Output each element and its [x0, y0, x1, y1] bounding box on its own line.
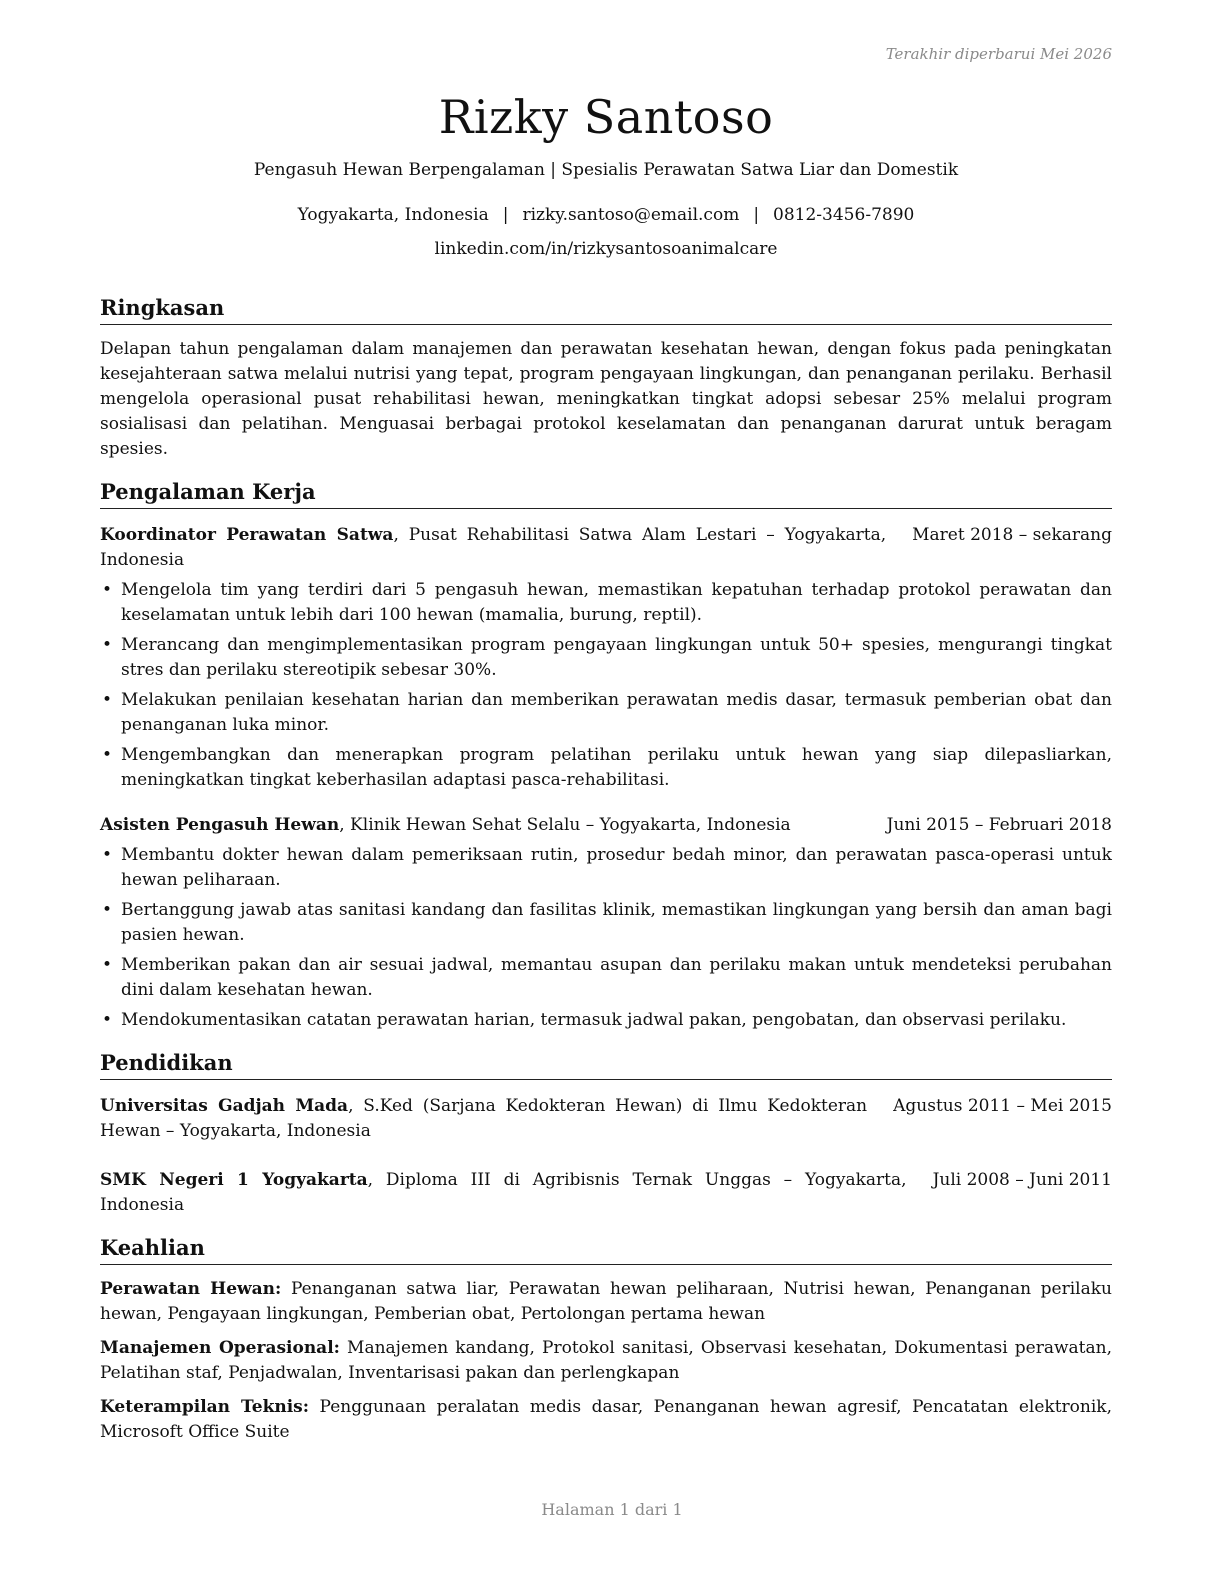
candidate-name: Rizky Santoso: [438, 90, 774, 144]
job-bullet: [100, 578, 1112, 628]
job-bullet-text: Mengembangkan dan menerapkan program pelatihan perilaku untuk hewan yang siap dilepasliarkan, meningkatkan tingkat keberhasilan adaptasi pasca-rehabilitasi.: [121, 745, 1112, 790]
job-organization: , Klinik Hewan Sehat Selalu – Yogyakarta, Indonesia: [339, 815, 791, 835]
school-name: SMK Negeri 1 Yogyakarta: [100, 1170, 368, 1190]
job-header: [100, 813, 1112, 838]
page-number: Halaman 1 dari 1: [541, 1500, 683, 1519]
job-header: [100, 523, 1112, 573]
bullet-glyph: •: [102, 900, 113, 920]
job-role: Asisten Pengasuh Hewan: [100, 815, 340, 835]
tagline: Pengasuh Hewan Berpengalaman | Spesialis Perawatan Satwa Liar dan Domestik: [253, 160, 959, 180]
education-section: [100, 1049, 1112, 1218]
skill-group-label: Perawatan Hewan:: [100, 1279, 282, 1299]
job-title-line: [100, 523, 912, 573]
skill-group: [100, 1277, 1112, 1327]
bullet-glyph: •: [102, 690, 113, 710]
job-bullet: [100, 743, 1112, 793]
job-bullet-text: Membantu dokter hewan dalam pemeriksaan rutin, prosedur bedah minor, dan perawatan pasca-operasi untuk hewan peliharaan.: [121, 845, 1112, 890]
section-title-experience: Pengalaman Kerja: [100, 478, 1112, 509]
skill-group-text: Penanganan satwa liar, Perawatan hewan peliharaan, Nutrisi hewan, Penanganan perilaku hewan, Pengayaan lingkungan, Pemberian obat, Pertolongan pertama hewan: [100, 1279, 1113, 1324]
education-header: [100, 1168, 1112, 1218]
section-title-summary: Ringkasan: [100, 294, 1112, 325]
job-bullet-text: Bertanggung jawab atas sanitasi kandang dan fasilitas klinik, memastikan lingkungan yang bersih dan aman bagi pasien hewan.: [121, 900, 1112, 945]
job-title-line: [100, 813, 887, 838]
job-bullet: [100, 1008, 1112, 1033]
job-bullet-text: Merancang dan mengimplementasikan program pengayaan lingkungan untuk 50+ spesies, mengurangi tingkat stres dan perilaku stereotipik sebesar 30%.: [121, 635, 1112, 680]
skill-group-text: Penggunaan peralatan medis dasar, Penanganan hewan agresif, Pencatatan elektronik, Microsoft Office Suite: [100, 1397, 1112, 1442]
job-entry: [100, 813, 1112, 1033]
job-bullet-text: Memberikan pakan dan air sesuai jadwal, memantau asupan dan perilaku makan untuk mendeteksi perubahan dini dalam kesehatan hewan.: [121, 955, 1112, 1000]
job-bullet: [100, 688, 1112, 738]
school-name: Universitas Gadjah Mada: [100, 1096, 349, 1116]
job-entry: [100, 523, 1112, 793]
job-bullet-text: Mendokumentasikan catatan perawatan harian, termasuk jadwal pakan, pengobatan, dan observasi perilaku.: [121, 1010, 1067, 1030]
bullet-glyph: •: [102, 635, 113, 655]
section-title-education: Pendidikan: [100, 1049, 1112, 1080]
phone-text: 0812-3456-7890: [773, 205, 915, 225]
job-organization: , Pusat Rehabilitasi Satwa Alam Lestari – Yogyakarta, Indonesia: [100, 525, 887, 570]
skills-section: [100, 1234, 1112, 1445]
job-bullets: [100, 578, 1112, 793]
bullet-glyph: •: [102, 580, 113, 600]
section-title-skills: Keahlian: [100, 1234, 1112, 1265]
skill-group-label: Keterampilan Teknis:: [100, 1397, 310, 1417]
education-line: [100, 1094, 893, 1144]
bullet-glyph: •: [102, 955, 113, 975]
linkedin-link[interactable]: linkedin.com/in/rizkysantosoanimalcare: [434, 239, 778, 259]
bullet-glyph: •: [102, 845, 113, 865]
job-role: Koordinator Perawatan Satwa: [100, 525, 394, 545]
bullet-glyph: •: [102, 1010, 113, 1030]
email-link[interactable]: rizky.santoso@email.com: [522, 205, 740, 225]
summary-text: Delapan tahun pengalaman dalam manajemen dan perawatan kesehatan hewan, dengan fokus pada peningkatan kesejahteraan satwa melalui nutrisi yang tepat, program pengayaan lingkungan, dan penanganan perilaku. Berhasil mengelola operasional pusat rehabilitasi hewan, meningkatkan tingkat adopsi sebesar 25% melalui program sosialisasi dan pelatihan. Menguasai berbagai protokol keselamatan dan penanganan darurat untuk beragam spesies.: [100, 339, 1112, 459]
education-line: [100, 1168, 933, 1218]
job-bullets: [100, 843, 1112, 1033]
skill-group: [100, 1395, 1112, 1445]
education-date: Agustus 2011 – Mei 2015: [893, 1096, 1112, 1116]
skill-group-label: Manajemen Operasional:: [100, 1338, 340, 1358]
skill-group-text: Manajemen kandang, Protokol sanitasi, Observasi kesehatan, Dokumentasi perawatan, Pelatihan staf, Penjadwalan, Inventarisasi pakan dan perlengkapan: [100, 1338, 1112, 1383]
contact-separator: |: [753, 205, 760, 225]
bullet-glyph: •: [102, 745, 113, 765]
summary-section: [100, 294, 1112, 462]
job-bullet: [100, 898, 1112, 948]
education-entry: [100, 1168, 1112, 1218]
degree-detail: , S.Ked (Sarjana Kedokteran Hewan) di Ilmu Kedokteran Hewan – Yogyakarta, Indonesia: [100, 1096, 868, 1141]
job-bullet: [100, 953, 1112, 1003]
job-bullet: [100, 633, 1112, 683]
contact-line: [100, 198, 1112, 232]
job-bullet-text: Melakukan penilaian kesehatan harian dan memberikan perawatan medis dasar, termasuk pemberian obat dan penanganan luka minor.: [121, 690, 1112, 735]
experience-section: [100, 478, 1112, 1033]
education-date: Juli 2008 – Juni 2011: [932, 1170, 1112, 1190]
job-bullet: [100, 843, 1112, 893]
job-bullet-text: Mengelola tim yang terdiri dari 5 pengasuh hewan, memastikan kepatuhan terhadap protokol perawatan dan keselamatan untuk lebih dari 100 hewan (mamalia, burung, reptil).: [121, 580, 1112, 625]
job-date: Maret 2018 – sekarang: [912, 525, 1112, 545]
last-updated-note: Terakhir diperbarui Mei 2026: [885, 45, 1112, 63]
skill-group: [100, 1336, 1112, 1386]
contact-separator: |: [502, 205, 509, 225]
location-text: Yogyakarta, Indonesia: [297, 205, 489, 225]
education-entry: [100, 1094, 1112, 1144]
degree-detail: , Diploma III di Agribisnis Ternak Unggas – Yogyakarta, Indonesia: [100, 1170, 907, 1215]
contact-block: [100, 198, 1112, 266]
education-header: [100, 1094, 1112, 1144]
job-date: Juni 2015 – Februari 2018: [886, 815, 1112, 835]
